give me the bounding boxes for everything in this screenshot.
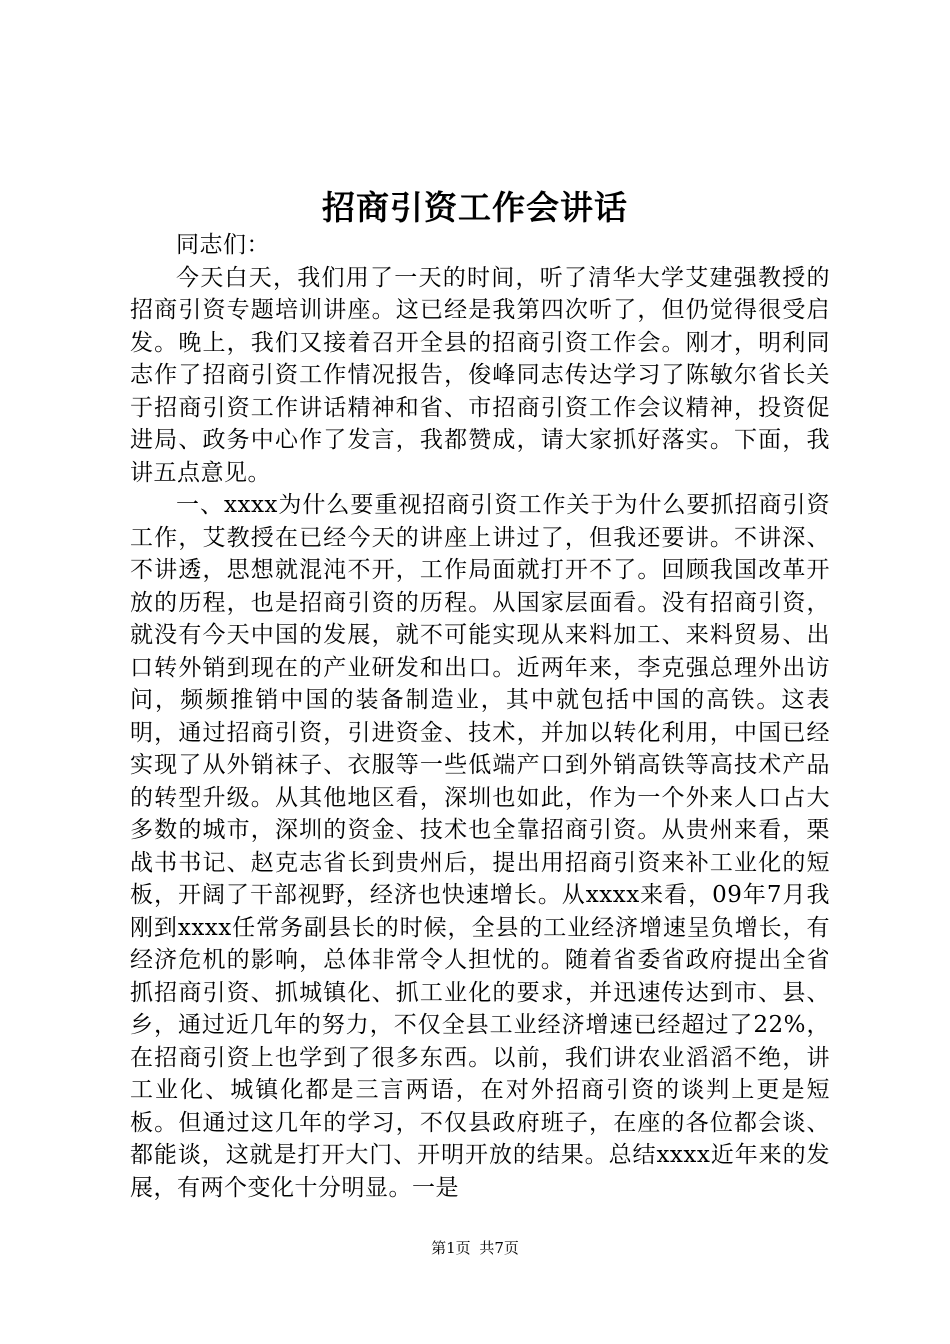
paragraph-intro: 今天白天，我们用了一天的时间，听了清华大学艾建强教授的招商引资专题培训讲座。这已经是我第四次听了，但仍觉得很受启发。晚上，我们又接着召开全县的招商引资工作会。刚才，明利同志作了招商引资工作情况报告，俊峰同志传达学习了陈敏尔省长关于招商引资工作讲话精神和省、市招商引资工作会议精神，投资促进局、政务中心作了发言，我都赞成，请大家抓好落实。下面，我讲五点意见。 bbox=[130, 264, 830, 486]
document-title: 招商引资工作会讲话 bbox=[322, 188, 628, 227]
paragraph-section-one: 一、xxxx为什么要重视招商引资工作关于为什么要抓招商引资工作，艾教授在已经今天的讲座上讲过了，但我还要讲。不讲深、不讲透，思想就混沌不开，工作局面就打开不了。回顾我国改革开放的历程，也是招商引资的历程。从国家层面看。没有招商引资，就没有今天中国的发展，就不可能实现从来料加工、来料贸易、出口转外销到现在的产业研发和出口。近两年来，李克强总理外出访问，频频推销中国的装备制造业，其中就包括中国的高铁。这表明，通过招商引资，引进资金、技术，并加以转化利用，中国已经实现了从外销袜子、衣服等一些低端产口到外销高铁等高技术产品的转型升级。从其他地区看，深圳也如此，作为一个外来人口占大多数的城市，深圳的资金、技术也全靠招商引资。从贵州来看，栗战书书记、赵克志省长到贵州后，提出用招商引资来补工业化的短板，开阔了干部视野，经济也快速增长。从xxxx来看，09年7月我刚到xxxx任常务副县长的时候，全县的工业经济增速呈负增长，有经济危机的影响，总体非常令人担忧的。随着省委省政府提出全省抓招商引资、抓城镇化、抓工业化的要求，并迅速传达到市、县、乡，通过近几年的努力，不仅全县工业经济增速已经超过了22%，在招商引资上也学到了很多东西。以前，我们讲农业滔滔不绝，讲工业化、城镇化都是三言两语，在对外招商引资的谈判上更是短板。但通过这几年的学习，不仅县政府班子，在座的各位都会谈、都能谈，这就是打开大门、开明开放的结果。总结xxxx近年来的发展，有两个变化十分明显。一是 bbox=[130, 492, 830, 1201]
page-total: 共7页 bbox=[479, 1239, 519, 1257]
salutation: 同志们： bbox=[176, 232, 270, 258]
page-number: 第1页 bbox=[431, 1239, 471, 1257]
document-body bbox=[130, 229, 830, 1204]
page-footer bbox=[0, 1237, 950, 1259]
